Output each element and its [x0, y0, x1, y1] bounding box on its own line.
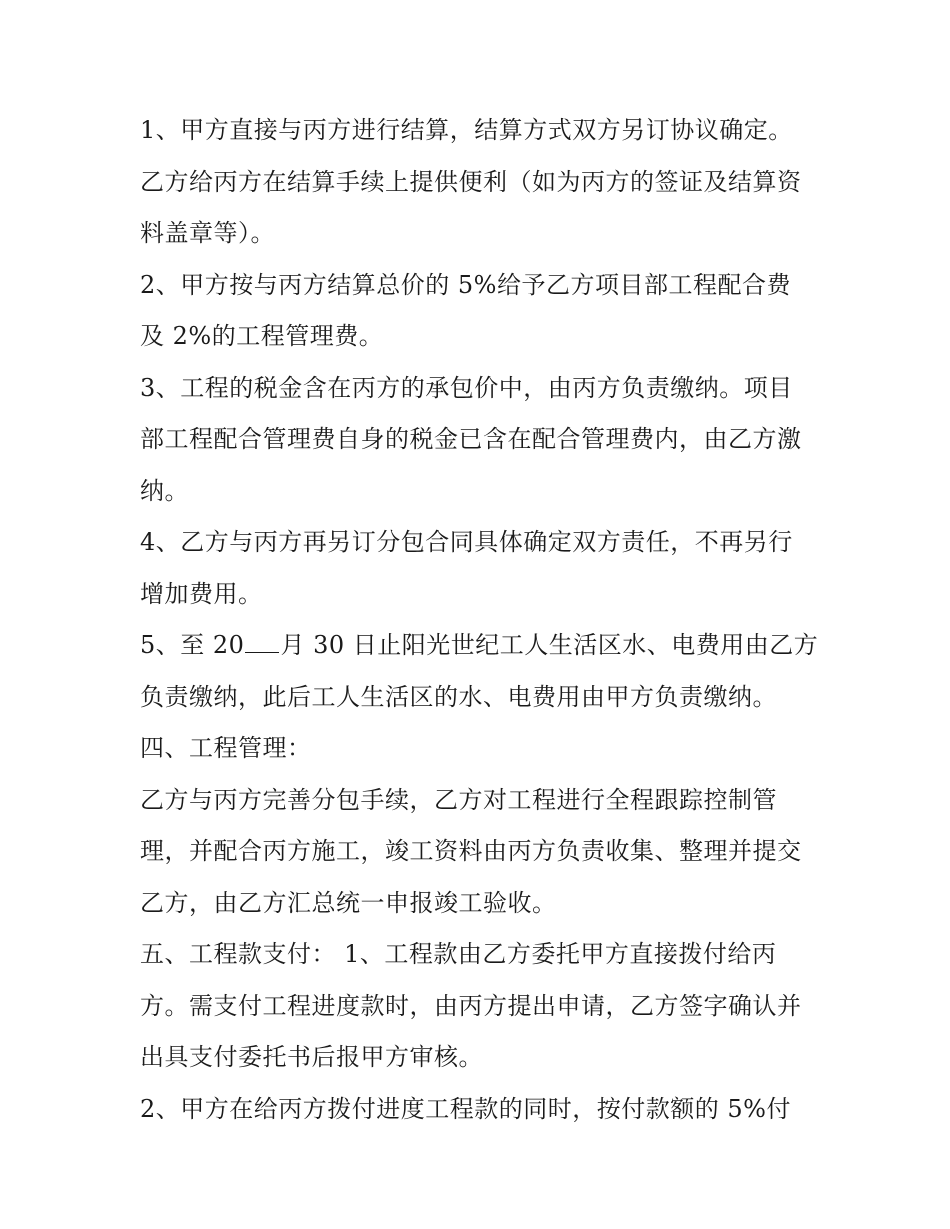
paragraph-line: 2、甲方在给丙方拨付进度工程款的同时，按付款额的 5%付 — [140, 1094, 791, 1123]
paragraph-line: 料盖章等）。 — [140, 219, 275, 247]
paragraph-line: 乙方给丙方在结算手续上提供便利（如为丙方的签证及结算资 — [140, 167, 802, 196]
paragraph-line: 1、甲方直接与丙方进行结算，结算方式双方另订协议确定。 — [140, 116, 793, 144]
section-heading: 四、工程管理： — [140, 734, 312, 762]
document-body — [140, 105, 830, 1135]
paragraph-line: 3、工程的税金含在丙方的承包价中，由丙方负责缴纳。项目 — [140, 373, 793, 402]
paragraph-line: 出具支付委托书后报甲方审核。 — [140, 1043, 483, 1071]
paragraph-line: 乙方，由乙方汇总统一申报竣工验收。 — [140, 888, 557, 917]
paragraph-line: 部工程配合管理费自身的税金已含在配合管理费内，由乙方激 — [140, 425, 802, 453]
paragraph-line: 增加费用。 — [140, 579, 263, 608]
paragraph-line: 负责缴纳，此后工人生活区的水、电费用由甲方负责缴纳。 — [140, 682, 777, 711]
paragraph-line: 4、乙方与丙方再另订分包合同具体确定双方责任，不再另行 — [140, 528, 793, 556]
line-text-before-blank: 5、至 20 — [140, 631, 245, 659]
line-text-after-blank: 月 30 日止阳光世纪工人生活区水、电费用由乙方 — [280, 631, 819, 659]
paragraph-line: 方。需支付工程进度款时，由丙方提出申请，乙方签字确认并 — [140, 991, 802, 1020]
paragraph-line: 纳。 — [140, 476, 189, 505]
paragraph-line: 2、甲方按与丙方结算总价的 5%给予乙方项目部工程配合费 — [140, 270, 791, 299]
paragraph-line: 乙方与丙方完善分包手续，乙方对工程进行全程跟踪控制管 — [140, 785, 777, 814]
fill-in-blank — [245, 630, 279, 653]
paragraph-line: 理，并配合丙方施工，竣工资料由丙方负责收集、整理并提交 — [140, 837, 802, 865]
paragraph-line: 及 2%的工程管理费。 — [140, 322, 384, 350]
paragraph-line: 五、工程款支付： 1、工程款由乙方委托甲方直接拨付给丙 — [140, 940, 777, 968]
paragraph-line-with-blank — [140, 620, 830, 672]
